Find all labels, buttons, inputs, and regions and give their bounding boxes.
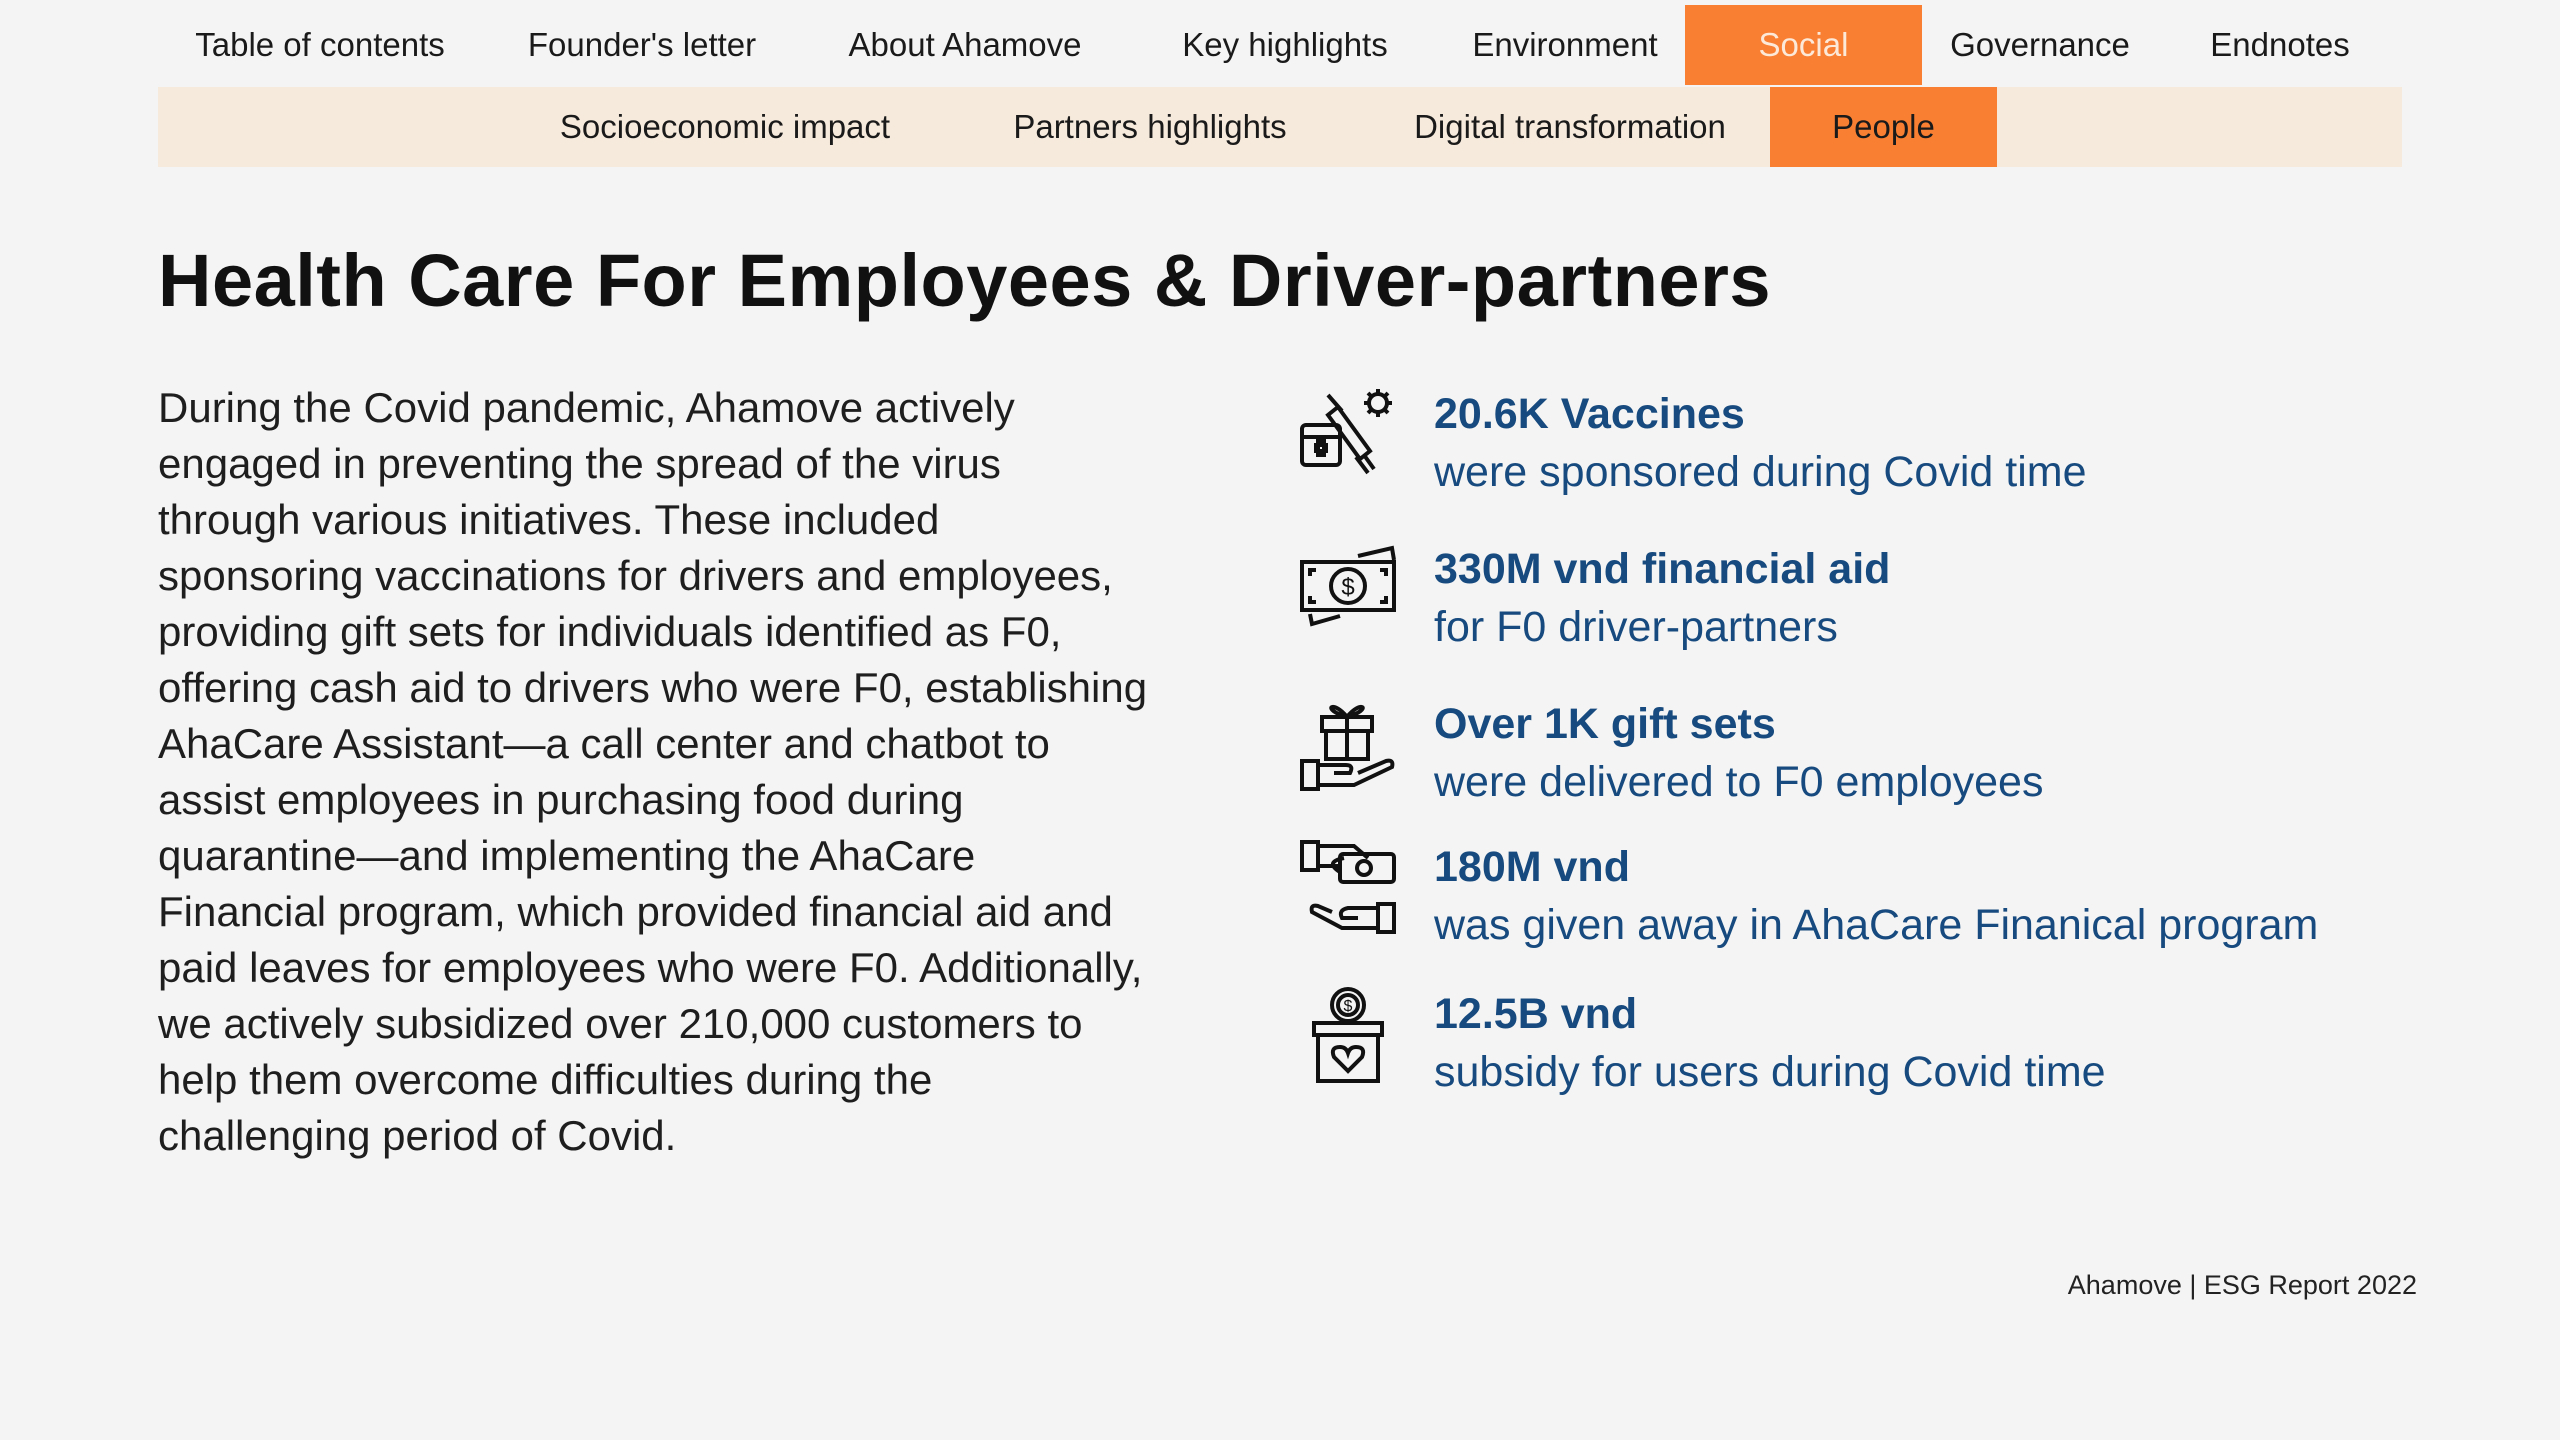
stat-headline: 20.6K Vaccines [1434, 390, 1745, 438]
paragraph-line: help them overcome difficulties during the [158, 1056, 933, 1103]
paragraph-line: assist employees in purchasing food during [158, 776, 964, 823]
nav-social[interactable]: Social [1685, 5, 1922, 85]
page-title: Health Care For Employees & Driver-partners [158, 239, 1772, 322]
stat-headline: 12.5B vnd [1434, 990, 1638, 1038]
paragraph-line: paid leaves for employees who were F0. Additionally, [158, 944, 1143, 991]
money-handover-icon [1298, 838, 1398, 938]
subnav-socioeconomic-impact[interactable]: Socioeconomic impact [559, 108, 891, 145]
paragraph-line: engaged in preventing the spread of the virus [158, 440, 1001, 487]
stat-subtext: subsidy for users during Covid time [1434, 1048, 2106, 1096]
paragraph-line: offering cash aid to drivers who were F0, establishing [158, 664, 1148, 711]
nav-endnotes[interactable]: Endnotes [2210, 26, 2350, 63]
nav-environment[interactable]: Environment [1472, 26, 1658, 63]
stat-subtext: were sponsored during Covid time [1434, 448, 2087, 496]
svg-text:$: $ [1341, 574, 1355, 601]
nav-key-highlights[interactable]: Key highlights [1182, 26, 1388, 63]
svg-text:$: $ [1343, 998, 1353, 1015]
paragraph-line: providing gift sets for individuals identified as F0, [158, 608, 1062, 655]
paragraph-line: sponsoring vaccinations for drivers and employees, [158, 552, 1113, 599]
stat-subtext: was given away in AhaCare Finanical program [1434, 901, 2319, 949]
paragraph-line: quarantine—and implementing the AhaCare [158, 832, 976, 879]
body-paragraph [158, 380, 1268, 1164]
stat-headline: 180M vnd [1434, 843, 1630, 891]
stat-subtext: were delivered to F0 employees [1434, 758, 2044, 806]
paragraph-line: through various initiatives. These included [158, 496, 940, 543]
gift-hand-icon [1298, 695, 1398, 795]
nav-about-ahamove[interactable]: About Ahamove [848, 26, 1082, 63]
subnav-partners-highlights[interactable]: Partners highlights [1013, 108, 1287, 145]
stat-headline: 330M vnd financial aid [1434, 545, 1891, 593]
vaccine-icon [1298, 385, 1398, 485]
cash-icon [1298, 540, 1398, 640]
footer-caption: Ahamove | ESG Report 2022 [2067, 1270, 2417, 1300]
stat-subtext: for F0 driver-partners [1434, 603, 1838, 651]
paragraph-line: Financial program, which provided financial aid and [158, 888, 1113, 935]
donation-box-icon [1298, 985, 1398, 1085]
nav-table-of-contents[interactable]: Table of contents [195, 26, 445, 63]
paragraph-line: we actively subsidized over 210,000 customers to [158, 1000, 1083, 1047]
nav-governance[interactable]: Governance [1950, 26, 2130, 63]
subnav-people[interactable]: People [1770, 87, 1997, 167]
paragraph-line: challenging period of Covid. [158, 1112, 677, 1159]
nav-founders-letter[interactable]: Founder's letter [527, 26, 757, 63]
paragraph-line: AhaCare Assistant—a call center and chatbot to [158, 720, 1050, 767]
paragraph-line: During the Covid pandemic, Ahamove actively [158, 384, 1015, 431]
stat-headline: Over 1K gift sets [1434, 700, 1776, 748]
subnav-digital-transformation[interactable]: Digital transformation [1414, 108, 1726, 145]
